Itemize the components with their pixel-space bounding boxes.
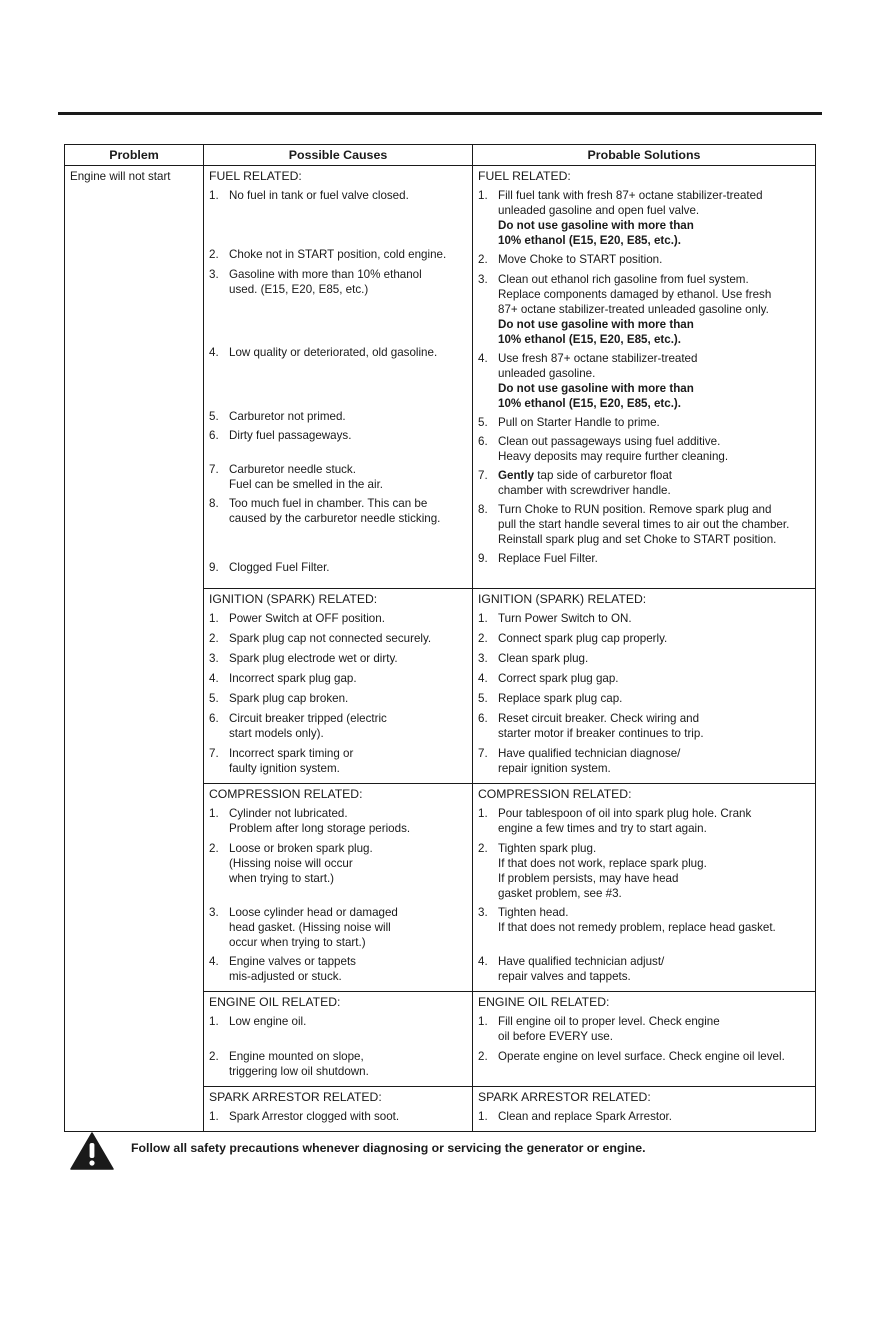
solution-warning-text: Do not use gasoline with more than 10% ethanol (E15, E20, E85, etc.). xyxy=(498,318,694,346)
problem-text: Engine will not start xyxy=(70,170,171,183)
solutions-cell xyxy=(473,589,816,784)
cause-text: Low quality or deteriorated, old gasoline. xyxy=(229,346,438,359)
item-text xyxy=(498,468,811,498)
item-text xyxy=(229,267,468,341)
cause-item xyxy=(209,188,468,243)
solution-item xyxy=(478,434,811,464)
cause-text: Loose cylinder head or damaged head gasket. (Hissing noise will occur when trying to start.) xyxy=(229,906,398,949)
solution-item xyxy=(478,188,811,248)
solution-text: Tighten spark plug. If that does not work, replace spark plug. If problem persists, may have head gasket problem, see #3. xyxy=(498,842,707,900)
item-number: 7. xyxy=(209,747,219,760)
item-number: 1. xyxy=(478,1015,488,1028)
item-text xyxy=(229,1049,468,1079)
solution-item xyxy=(478,651,811,667)
item-text xyxy=(498,691,811,707)
item-number: 7. xyxy=(209,463,219,476)
item-text xyxy=(498,551,811,566)
item-text xyxy=(498,806,811,837)
item-text xyxy=(498,1014,811,1045)
solution-item xyxy=(478,611,811,627)
cause-group-title: COMPRESSION RELATED: xyxy=(209,787,363,801)
cause-item xyxy=(209,247,468,263)
solution-text: Connect spark plug cap properly. xyxy=(498,632,668,645)
item-text xyxy=(498,1049,811,1076)
solution-text: Move Choke to START position. xyxy=(498,253,663,266)
cause-item xyxy=(209,409,468,424)
cause-group-title: ENGINE OIL RELATED: xyxy=(209,995,341,1009)
item-number: 8. xyxy=(209,497,219,510)
cause-item xyxy=(209,651,468,667)
cause-text: Too much fuel in chamber. This can be caused by the carburetor needle sticking. xyxy=(229,497,441,525)
item-text xyxy=(229,954,468,984)
item-text xyxy=(229,188,468,243)
table-row xyxy=(65,166,816,589)
table-header-row xyxy=(65,145,816,166)
item-number: 2. xyxy=(478,842,488,855)
item-text xyxy=(229,428,468,458)
item-number: 1. xyxy=(478,189,488,202)
item-text xyxy=(229,1014,468,1045)
solution-group-title: FUEL RELATED: xyxy=(478,169,571,183)
item-number: 2. xyxy=(478,1050,488,1063)
item-number: 1. xyxy=(209,189,219,202)
cause-text: No fuel in tank or fuel valve closed. xyxy=(229,189,409,202)
causes-cell xyxy=(204,1087,473,1132)
cause-item xyxy=(209,746,468,776)
cause-item xyxy=(209,806,468,837)
causes-cell xyxy=(204,784,473,992)
item-number: 9. xyxy=(209,561,219,574)
item-number: 3. xyxy=(209,906,219,919)
solution-text: Correct spark plug gap. xyxy=(498,672,619,685)
item-number: 1. xyxy=(478,612,488,625)
solution-item xyxy=(478,1109,811,1124)
cause-text: Carburetor needle stuck. Fuel can be smelled in the air. xyxy=(229,463,384,491)
item-text xyxy=(229,1109,468,1124)
item-number: 1. xyxy=(478,807,488,820)
solution-text: Pull on Starter Handle to prime. xyxy=(498,416,660,429)
item-number: 2. xyxy=(209,632,219,645)
cause-text: Spark plug electrode wet or dirty. xyxy=(229,652,398,665)
cause-text: Spark plug cap not connected securely. xyxy=(229,632,432,645)
item-text xyxy=(229,711,468,742)
cause-item xyxy=(209,954,468,984)
header-rule xyxy=(58,112,822,115)
item-number: 2. xyxy=(209,842,219,855)
item-number: 1. xyxy=(209,807,219,820)
item-number: 5. xyxy=(478,416,488,429)
solution-item xyxy=(478,806,811,837)
solution-item xyxy=(478,746,811,776)
item-number: 3. xyxy=(478,906,488,919)
cause-text: Gasoline with more than 10% ethanol used. (E15, E20, E85, etc.) xyxy=(229,268,422,296)
solution-item xyxy=(478,272,811,347)
item-number: 4. xyxy=(209,672,219,685)
item-text xyxy=(229,651,468,667)
item-number: 2. xyxy=(209,248,219,261)
item-number: 3. xyxy=(478,652,488,665)
solution-item xyxy=(478,631,811,647)
cause-item xyxy=(209,496,468,541)
solution-warning-text: Do not use gasoline with more than 10% ethanol (E15, E20, E85, etc.). xyxy=(498,219,694,247)
cause-item xyxy=(209,631,468,647)
cause-text: Choke not in START position, cold engine. xyxy=(229,248,447,261)
solution-text: tap side of carburetor float chamber with screwdriver handle. xyxy=(498,469,672,497)
item-number: 1. xyxy=(209,1015,219,1028)
solution-text: Clean and replace Spark Arrestor. xyxy=(498,1110,673,1123)
cause-item xyxy=(209,345,468,405)
item-number: 4. xyxy=(209,346,219,359)
solutions-cell xyxy=(473,992,816,1087)
solution-text: Replace Fuel Filter. xyxy=(498,552,598,565)
item-text xyxy=(498,434,811,464)
item-text xyxy=(229,746,468,776)
cause-text: Spark plug cap broken. xyxy=(229,692,349,705)
cause-item xyxy=(209,267,468,341)
solution-text: Turn Choke to RUN position. Remove spark plug and pull the start handle several times to air out the chamber. Reinstall spark plug and set Choke to START position. xyxy=(498,503,790,546)
item-text xyxy=(229,841,468,901)
item-text xyxy=(229,247,468,263)
solution-text: Tighten head. If that does not remedy problem, replace head gasket. xyxy=(498,906,776,934)
solution-group-title: SPARK ARRESTOR RELATED: xyxy=(478,1090,651,1104)
cause-item xyxy=(209,671,468,687)
item-text xyxy=(498,1109,811,1124)
solution-text: Clean spark plug. xyxy=(498,652,589,665)
cause-text: Engine valves or tappets mis-adjusted or stuck. xyxy=(229,955,356,983)
spacer xyxy=(209,545,468,560)
cause-text: Cylinder not lubricated. Problem after long storage periods. xyxy=(229,807,411,835)
solutions-cell xyxy=(473,1087,816,1132)
solution-emphasis: Gently xyxy=(498,469,535,482)
item-text xyxy=(498,272,811,347)
item-number: 4. xyxy=(478,352,488,365)
cause-text: Incorrect spark plug gap. xyxy=(229,672,357,685)
solution-item xyxy=(478,711,811,742)
causes-cell xyxy=(204,992,473,1087)
item-text xyxy=(229,691,468,707)
item-text xyxy=(229,345,468,405)
solution-text: Have qualified technician adjust/ repair valves and tappets. xyxy=(498,955,665,983)
troubleshooting-table xyxy=(64,144,816,1132)
item-text xyxy=(498,415,811,430)
solution-item xyxy=(478,415,811,430)
solution-text: Pour tablespoon of oil into spark plug hole. Crank engine a few times and try to start again. xyxy=(498,807,752,835)
item-number: 1. xyxy=(209,612,219,625)
solution-item xyxy=(478,841,811,901)
item-number: 7. xyxy=(478,469,488,482)
item-text xyxy=(229,409,468,424)
item-number: 5. xyxy=(478,692,488,705)
cause-text: Loose or broken spark plug. (Hissing noise will occur when trying to start.) xyxy=(229,842,373,885)
item-number: 6. xyxy=(478,435,488,448)
solution-item xyxy=(478,1049,811,1076)
solutions-cell xyxy=(473,166,816,589)
cause-text: Circuit breaker tripped (electric start models only). xyxy=(229,712,387,740)
cause-text: Carburetor not primed. xyxy=(229,410,346,423)
cause-item xyxy=(209,905,468,950)
item-number: 1. xyxy=(209,1110,219,1123)
item-number: 4. xyxy=(478,672,488,685)
solution-text: Use fresh 87+ octane stabilizer-treated unleaded gasoline. xyxy=(498,352,698,380)
solution-item xyxy=(478,905,811,950)
item-number: 6. xyxy=(478,712,488,725)
solution-text: Fill fuel tank with fresh 87+ octane stabilizer-treated unleaded gasoline and open fuel valve. xyxy=(498,189,763,217)
item-number: 9. xyxy=(478,552,488,565)
item-text xyxy=(229,496,468,541)
item-number: 7. xyxy=(478,747,488,760)
item-number: 2. xyxy=(478,253,488,266)
cause-item xyxy=(209,691,468,707)
item-number: 3. xyxy=(209,268,219,281)
header-possible-causes: Possible Causes xyxy=(204,145,473,166)
solution-text: Turn Power Switch to ON. xyxy=(498,612,632,625)
solution-text: Clean out ethanol rich gasoline from fuel system. Replace components damaged by ethanol. Use fresh 87+ octane stabilizer-treated unleaded gasoline only. xyxy=(498,273,772,316)
solution-text: Replace spark plug cap. xyxy=(498,692,623,705)
solution-group-title: IGNITION (SPARK) RELATED: xyxy=(478,592,647,606)
item-number: 6. xyxy=(209,429,219,442)
warning-notice xyxy=(70,1132,114,1170)
item-text xyxy=(498,502,811,547)
cause-text: Low engine oil. xyxy=(229,1015,307,1028)
solution-item xyxy=(478,502,811,547)
item-text xyxy=(498,711,811,742)
cause-group-title: IGNITION (SPARK) RELATED: xyxy=(209,592,378,606)
solutions-cell xyxy=(473,784,816,992)
item-text xyxy=(498,841,811,901)
item-number: 8. xyxy=(478,503,488,516)
cause-item xyxy=(209,611,468,627)
solution-group-title: COMPRESSION RELATED: xyxy=(478,787,632,801)
item-number: 5. xyxy=(209,410,219,423)
item-number: 6. xyxy=(209,712,219,725)
solution-item xyxy=(478,252,811,268)
solution-item xyxy=(478,468,811,498)
warning-triangle-icon xyxy=(70,1132,114,1170)
item-text xyxy=(498,746,811,776)
cause-text: Power Switch at OFF position. xyxy=(229,612,385,625)
solution-text: Reset circuit breaker. Check wiring and starter motor if breaker continues to trip. xyxy=(498,712,704,740)
spacer xyxy=(478,570,811,585)
solution-item xyxy=(478,351,811,411)
item-number: 4. xyxy=(209,955,219,968)
solution-text: Fill engine oil to proper level. Check engine oil before EVERY use. xyxy=(498,1015,720,1043)
item-text xyxy=(498,954,811,984)
solution-item xyxy=(478,551,811,566)
cause-item xyxy=(209,1109,468,1124)
item-text xyxy=(498,252,811,268)
cause-item xyxy=(209,1014,468,1045)
cause-group-title: SPARK ARRESTOR RELATED: xyxy=(209,1090,382,1104)
cause-item xyxy=(209,1049,468,1079)
item-number: 5. xyxy=(209,692,219,705)
item-text xyxy=(498,351,811,411)
item-text xyxy=(229,631,468,647)
causes-cell xyxy=(204,166,473,589)
cause-text: Engine mounted on slope, triggering low oil shutdown. xyxy=(229,1050,369,1078)
solution-text: Clean out passageways using fuel additive. Heavy deposits may require further cleaning. xyxy=(498,435,729,463)
item-text xyxy=(229,671,468,687)
item-number: 2. xyxy=(478,632,488,645)
item-number: 3. xyxy=(478,273,488,286)
solution-item xyxy=(478,671,811,687)
item-number: 1. xyxy=(478,1110,488,1123)
item-text xyxy=(229,905,468,950)
solution-group-title: ENGINE OIL RELATED: xyxy=(478,995,610,1009)
item-text xyxy=(498,188,811,248)
solution-item xyxy=(478,691,811,707)
item-text xyxy=(498,631,811,647)
item-number: 4. xyxy=(478,955,488,968)
cause-text: Clogged Fuel Filter. xyxy=(229,561,330,574)
cause-group-title: FUEL RELATED: xyxy=(209,169,302,183)
causes-cell xyxy=(204,589,473,784)
warning-text: Follow all safety precautions whenever diagnosing or servicing the generator or engine. xyxy=(131,1141,646,1155)
header-probable-solutions: Probable Solutions xyxy=(473,145,816,166)
item-text xyxy=(498,651,811,667)
solution-warning-text: Do not use gasoline with more than 10% ethanol (E15, E20, E85, etc.). xyxy=(498,382,694,410)
solution-text: Operate engine on level surface. Check engine oil level. xyxy=(498,1050,785,1063)
solution-item xyxy=(478,1014,811,1045)
cause-item xyxy=(209,462,468,492)
solution-item xyxy=(478,954,811,984)
item-text xyxy=(229,462,468,492)
item-text xyxy=(498,671,811,687)
cause-text: Incorrect spark timing or faulty ignition system. xyxy=(229,747,354,775)
cause-text: Dirty fuel passageways. xyxy=(229,429,352,442)
cause-item xyxy=(209,560,468,575)
cause-item xyxy=(209,711,468,742)
item-text xyxy=(229,560,468,575)
header-problem: Problem xyxy=(65,145,204,166)
problem-cell xyxy=(65,166,204,1132)
cause-text: Spark Arrestor clogged with soot. xyxy=(229,1110,400,1123)
solution-text: Have qualified technician diagnose/ repair ignition system. xyxy=(498,747,681,775)
cause-item xyxy=(209,428,468,458)
item-text xyxy=(498,905,811,950)
item-text xyxy=(229,611,468,627)
item-text xyxy=(498,611,811,627)
item-text xyxy=(229,806,468,837)
item-number: 2. xyxy=(209,1050,219,1063)
cause-item xyxy=(209,841,468,901)
item-number: 3. xyxy=(209,652,219,665)
